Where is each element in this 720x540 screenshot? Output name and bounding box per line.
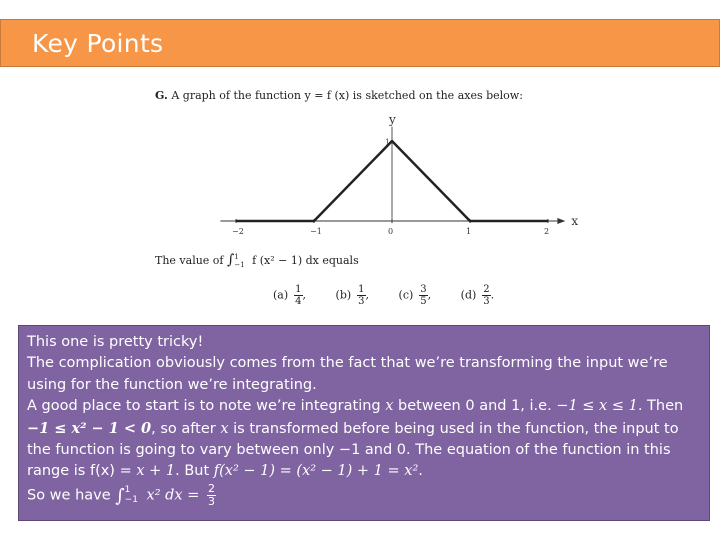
- denominator: 4: [295, 296, 302, 307]
- numerator: 1: [358, 284, 365, 295]
- text-fragment: . Then: [637, 398, 684, 415]
- numerator: 2: [207, 481, 215, 495]
- option-c: [399, 284, 432, 307]
- value-prompt-pre: The value of: [155, 254, 224, 267]
- integral-sign: ∫: [115, 485, 125, 507]
- function-graph: [225, 112, 579, 238]
- value-prompt: [155, 252, 359, 269]
- question-text: A graph of the function y = f (x) is sketched on the axes below:: [171, 89, 523, 102]
- option-a: [273, 284, 306, 307]
- text-fragment: , so after: [151, 420, 216, 437]
- explanation-line-3: [27, 396, 701, 483]
- value-prompt-body: f (x² − 1) dx equals: [252, 254, 359, 267]
- x-axis-label: x: [571, 214, 579, 228]
- option-label: (b): [335, 288, 352, 302]
- page-title: Key Points: [32, 29, 164, 58]
- integral-sign: ∫: [227, 252, 235, 268]
- option-b: [336, 284, 370, 307]
- separator: ,: [427, 288, 432, 302]
- separator: ,: [365, 288, 370, 302]
- integral-limits: [125, 485, 138, 505]
- math-variable: x: [220, 420, 229, 437]
- question-label: G.: [155, 89, 168, 102]
- explanation-line-2: The complication obviously comes from the fact that we’re transforming the input we’re using for the function we’re integrating.: [27, 355, 668, 393]
- separator: .: [490, 288, 495, 302]
- x-tick-label: 2: [544, 227, 550, 236]
- math-variable: x: [385, 398, 394, 415]
- math-expression: x² dx =: [146, 487, 200, 504]
- integral-lower: −1: [234, 261, 245, 269]
- integral-upper: 1: [124, 485, 131, 496]
- numerator: 1: [295, 284, 302, 295]
- option-label: (a): [273, 288, 289, 302]
- option-label: (d): [460, 288, 477, 302]
- separator: ,: [302, 288, 307, 302]
- x-tick-label: 1: [466, 227, 472, 236]
- y-axis-label: y: [389, 112, 396, 127]
- answer-options: [273, 284, 520, 307]
- denominator: 3: [358, 296, 365, 307]
- math-equation: x + 1: [136, 463, 176, 480]
- math-inequality: −1 ≤ x ≤ 1: [556, 398, 638, 415]
- explanation-line-1: This one is pretty tricky!: [27, 334, 204, 350]
- text-fragment: between 0 and 1, i.e.: [398, 398, 552, 415]
- x-axis-arrow: [557, 218, 565, 224]
- text-fragment: So we have: [27, 487, 111, 504]
- option-fraction: [357, 284, 365, 307]
- option-d: [461, 284, 495, 307]
- option-label: (c): [398, 288, 414, 302]
- explanation-line-4: [27, 483, 701, 508]
- y-tick-label: 1: [385, 138, 391, 147]
- option-fraction: [482, 284, 490, 307]
- math-equation: f(x² − 1) = (x² − 1) + 1 = x²: [213, 463, 419, 480]
- integral-limits: [234, 253, 244, 269]
- text-fragment: A good place to start is to note we’re integrating: [27, 398, 381, 415]
- explanation-box: [18, 325, 710, 521]
- question-prompt: [155, 89, 523, 102]
- text-fragment: .: [418, 463, 423, 480]
- x-tick-label: 0: [388, 227, 394, 236]
- option-fraction: [419, 284, 427, 307]
- option-fraction: [294, 284, 302, 307]
- text-fragment: . But: [175, 463, 210, 480]
- numerator: 2: [483, 284, 490, 295]
- result-fraction: [207, 483, 216, 508]
- x-tick-label: −2: [232, 227, 244, 236]
- denominator: 5: [420, 296, 427, 307]
- numerator: 3: [420, 284, 427, 295]
- text-fragment: is transformed before being used in the function, the input to the function is going to vary between only −1 and 0. The equation of the function in this range is f(x) =: [27, 420, 679, 480]
- x-tick-label: −1: [310, 227, 322, 236]
- integral-upper: 1: [234, 253, 239, 261]
- math-bold-inequality: −1 ≤ x² − 1 < 0: [27, 419, 152, 437]
- denominator: 3: [207, 494, 215, 508]
- denominator: 3: [483, 296, 490, 307]
- integral-lower: −1: [124, 495, 138, 506]
